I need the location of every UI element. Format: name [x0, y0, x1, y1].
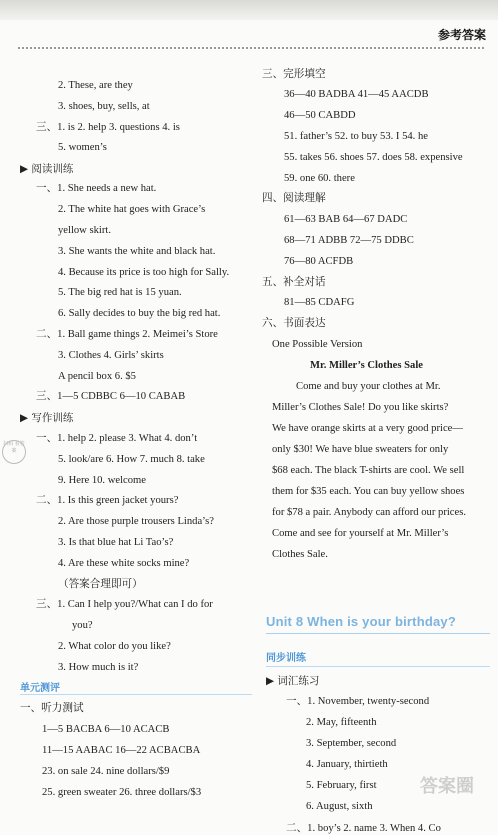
header-bar: [0, 0, 498, 20]
answer-line: 3. Is that blue hat Li Tao’s?: [58, 537, 174, 548]
answer-line: Come and buy your clothes at Mr.: [296, 381, 441, 392]
answer-line: （答案合理即可）: [58, 579, 143, 590]
unit-title-underline: [266, 633, 490, 634]
answer-line: 25. green sweater 26. three dollars/$3: [42, 787, 202, 798]
section-underline: [20, 694, 252, 695]
answer-line: 五、补全对话: [262, 277, 326, 288]
answer-line: 3. How much is it?: [58, 662, 139, 673]
answer-line: them for $35 each. You can buy yellow shoes: [272, 486, 465, 497]
answer-line: 5. look/are 6. How 7. much 8. take: [58, 454, 205, 465]
answer-line: 三、1. Can I help you?/What can I do for: [36, 599, 213, 610]
answer-line: Clothes Sale.: [272, 549, 328, 560]
answer-line: 单元测评: [20, 683, 60, 694]
answer-line: 3. September, second: [306, 738, 397, 749]
answer-line: Miller’s Clothes Sale! Do you like skirts?: [272, 402, 449, 413]
answer-line: 2. These, are they: [58, 80, 133, 91]
answer-line: you?: [72, 620, 93, 631]
answer-line: 二、1. Is this green jacket yours?: [36, 495, 179, 506]
answer-line: for $78 a pair. Anybody can afford our prices.: [272, 507, 466, 518]
answer-line: A pencil box 6. $5: [58, 371, 136, 382]
answer-line: 2. Are those purple trousers Linda’s?: [58, 516, 214, 527]
answer-line: 9. Here 10. welcome: [58, 475, 146, 486]
answer-line: ▶ 词汇练习: [266, 675, 320, 687]
answer-line: 51. father’s 52. to buy 53. I 54. he: [284, 131, 428, 142]
answer-line: 3. She wants the white and black hat.: [58, 246, 216, 257]
answer-line: yellow skirt.: [58, 225, 111, 236]
answer-line: 二、1. boy’s 2. name 3. When 4. Co: [286, 823, 441, 834]
answer-line: 61—63 BAB 64—67 DADC: [284, 214, 408, 225]
answer-line: 4. Are these white socks mine?: [58, 558, 190, 569]
answer-line: 三、1—5 CDBBC 6—10 CABAB: [36, 391, 186, 402]
answer-line: 一、1. She needs a new hat.: [36, 183, 157, 194]
answer-line: 5. The big red hat is 15 yuan.: [58, 287, 182, 298]
answer-line: 4. January, thirtieth: [306, 759, 388, 770]
answer-line: 1—5 BACBA 6—10 ACACB: [42, 724, 170, 735]
answer-line: 一、1. help 2. please 3. What 4. don’t: [36, 433, 198, 444]
answer-line: 55. takes 56. shoes 57. does 58. expensive: [284, 152, 463, 163]
answer-line: Come and see for yourself at Mr. Miller’s: [272, 528, 449, 539]
answer-line: Mr. Miller’s Clothes Sale: [310, 360, 423, 371]
answer-line: ▶ 阅读训练: [20, 163, 74, 175]
answer-line: 三、完形填空: [262, 69, 326, 80]
answer-line: 6. Sally decides to buy the big red hat.: [58, 308, 221, 319]
answer-line: 同步训练: [266, 653, 306, 664]
answer-line: 4. Because its price is too high for Sally.: [58, 267, 230, 278]
header-divider: [18, 47, 484, 49]
header-title: 参考答案: [437, 28, 486, 42]
section-underline: [266, 666, 490, 667]
answer-line: 76—80 ACFDB: [284, 256, 354, 267]
answer-line: 81—85 CDAFG: [284, 297, 355, 308]
answer-line: 6. August, sixth: [306, 801, 373, 812]
watermark: 答案圈: [420, 776, 474, 797]
answer-line: ▶ 写作训练: [20, 412, 74, 424]
answer-line: 3. Clothes 4. Girls’ skirts: [58, 350, 164, 361]
answer-line: 2. What color do you like?: [58, 641, 171, 652]
answer-line: 一、听力测试: [20, 703, 84, 714]
answer-line: 2. The white hat goes with Grace’s: [58, 204, 206, 215]
answer-line: 一、1. November, twenty-second: [286, 696, 430, 707]
answer-line: 23. on sale 24. nine dollars/$9: [42, 766, 170, 777]
answer-line: We have orange skirts at a very good price—: [272, 423, 463, 434]
answer-line: 59. one 60. there: [284, 173, 355, 184]
page-header: [0, 0, 498, 50]
qr-stamp-icon: 扫码 看答案: [2, 440, 26, 464]
answer-line: 46—50 CABDD: [284, 110, 356, 121]
answer-line: 36—40 BADBA 41—45 AACDB: [284, 89, 429, 100]
answer-line: 三、1. is 2. help 3. questions 4. is: [36, 122, 180, 133]
answer-line: 5. women’s: [58, 142, 107, 153]
answer-line: 二、1. Ball game things 2. Meimei’s Store: [36, 329, 218, 340]
answer-line: 5. February, first: [306, 780, 377, 791]
unit-title: Unit 8 When is your birthday?: [266, 614, 456, 629]
answer-line: only $30! We have blue sweaters for only: [272, 444, 449, 455]
answer-line: 68—71 ADBB 72—75 DDBC: [284, 235, 414, 246]
answer-line: 2. May, fifteenth: [306, 717, 377, 728]
answer-line: $68 each. The black T-shirts are cool. We sell: [272, 465, 465, 476]
answer-line: One Possible Version: [272, 339, 363, 350]
answer-line: 3. shoes, buy, sells, at: [58, 101, 150, 112]
answer-line: 六、书面表达: [262, 318, 326, 329]
answer-line: 11—15 AABAC 16—22 ACBACBA: [42, 745, 201, 756]
answer-line: 四、阅读理解: [262, 193, 326, 204]
